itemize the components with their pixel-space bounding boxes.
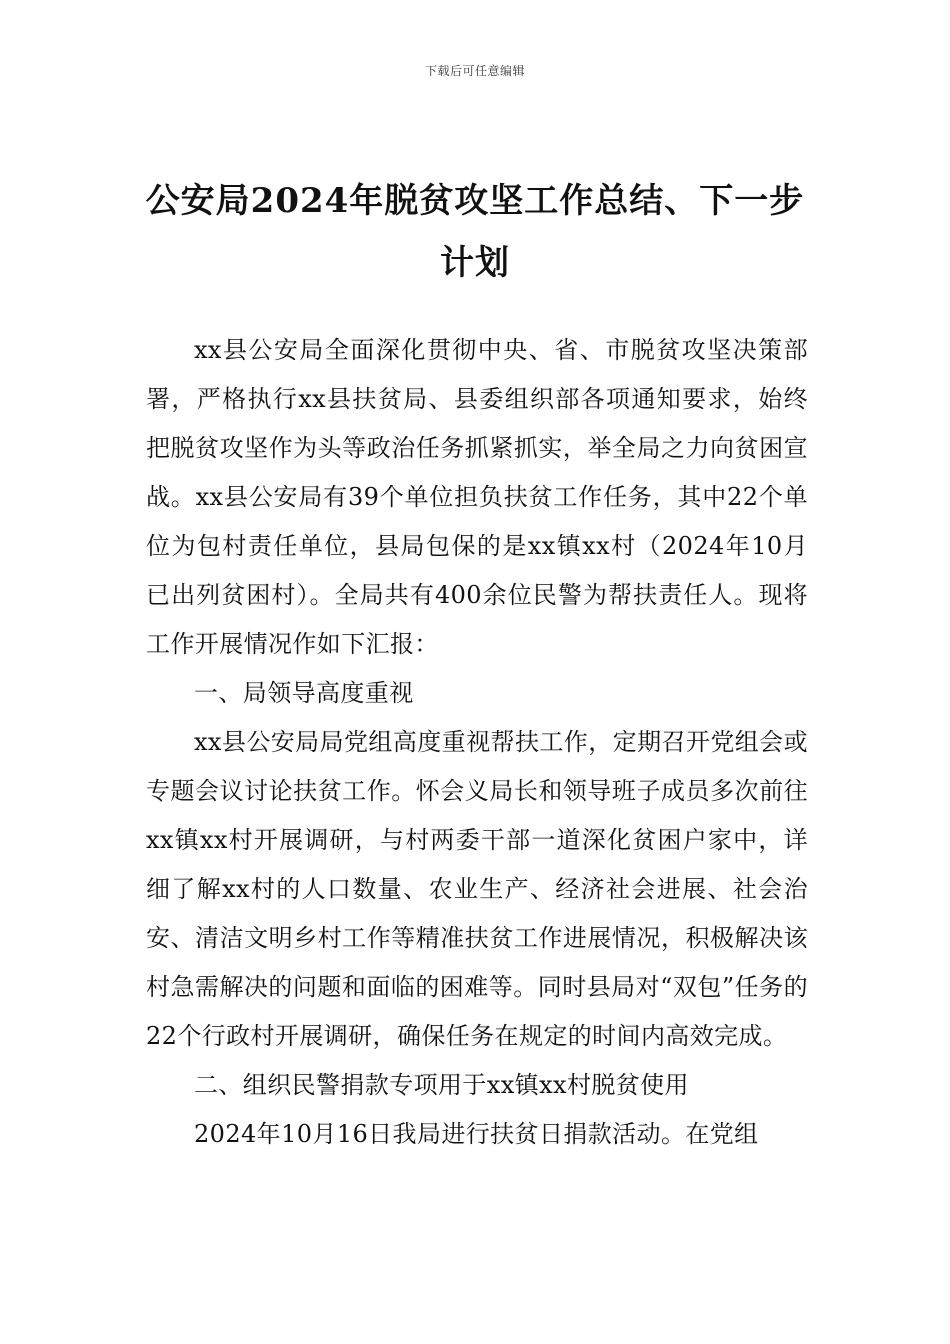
paragraph-section-1: xx县公安局局党组高度重视帮扶工作，定期召开党组会或专题会议讨论扶贫工作。怀会义局长和领导班子成员多次前往xx镇xx村开展调研，与村两委干部一道深化贫困户家中，详细了解xx村的人口数量、农业生产、经济社会进展、社会治安、清洁文明乡村工作等精准扶贫工作进展情况，积极解决该村急需解决的问题和面临的困难等。同时县局对“双包”任务的22个行政村开展调研，确保任务在规定的时间内高效完成。 (146, 728, 808, 1050)
document-body (146, 326, 808, 1159)
paragraph-section-2: 2024年10月16日我局进行扶贫日捐款活动。在党组 (194, 1120, 759, 1148)
section-heading-1: 一、局领导高度重视 (194, 679, 414, 707)
page-header-note: 下载后可任意编辑 (424, 64, 525, 78)
paragraph-intro: xx县公安局全面深化贯彻中央、省、市脱贫攻坚决策部署，严格执行xx县扶贫局、县委组织部各项通知要求，始终把脱贫攻坚作为头等政治任务抓紧抓实，举全局之力向贫困宣战。xx县公安局有39个单位担负扶贫工作任务，其中22个单位为包村责任单位，县局包保的是xx镇xx村（2024年10月已出列贫困村）。全局共有400余位民警为帮扶责任人。现将工作开展情况作如下汇报： (146, 336, 808, 658)
document-title: 公安局2024年脱贫攻坚工作总结、下一步计划 (145, 181, 805, 283)
section-heading-2: 二、组织民警捐款专项用于xx镇xx村脱贫使用 (194, 1071, 689, 1099)
